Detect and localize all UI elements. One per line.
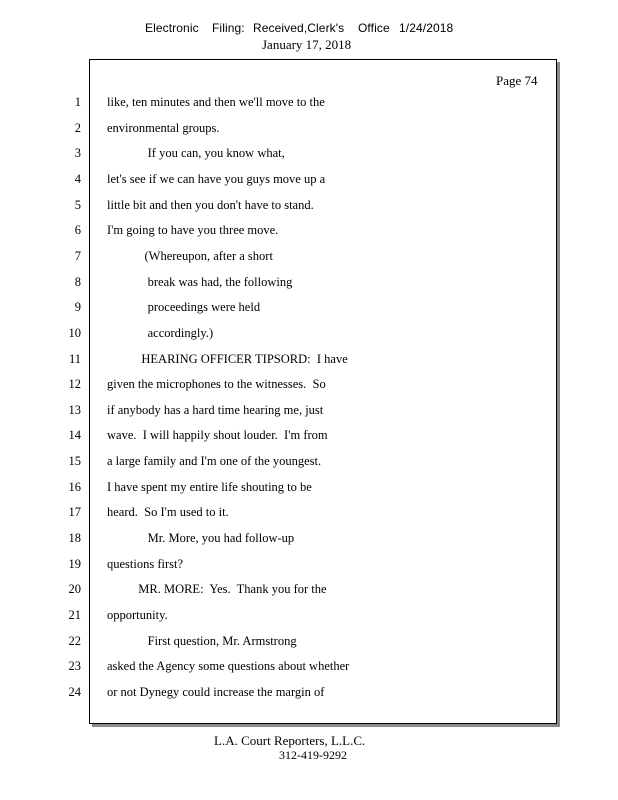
line-number: 5	[74, 198, 81, 212]
line-number: 12	[68, 377, 81, 391]
transcript-line-text: proceedings were held	[107, 300, 261, 314]
line-number: 13	[68, 403, 81, 417]
line-number: 9	[74, 300, 81, 314]
transcript-line-text: HEARING OFFICER TIPSORD: I have	[107, 352, 348, 366]
transcript-line-text: If you can, you know what,	[107, 146, 285, 160]
line-number: 15	[68, 454, 81, 468]
stamp-date: 1/24/2018	[399, 21, 454, 35]
stamp-office: Office	[358, 21, 390, 35]
transcript-line-text: wave. I will happily shout louder. I'm from	[107, 428, 328, 442]
court-reporter-name: L.A. Court Reporters, L.L.C.	[214, 733, 366, 748]
stamp-filing: Filing:	[212, 21, 245, 35]
line-number: 6	[74, 223, 81, 237]
line-number: 1	[74, 95, 81, 109]
filing-stamp	[145, 21, 453, 35]
line-number: 16	[68, 480, 81, 494]
line-number: 8	[74, 275, 81, 289]
line-number: 24	[68, 685, 81, 699]
transcript-line-text: little bit and then you don't have to stand.	[107, 198, 314, 212]
transcript-line-text: MR. MORE: Yes. Thank you for the	[107, 582, 327, 596]
transcript-line-text: or not Dynegy could increase the margin of	[107, 685, 325, 699]
line-number: 2	[74, 121, 81, 135]
transcript-line-text: given the microphones to the witnesses. So	[107, 377, 326, 391]
transcript-line-text: let's see if we can have you guys move up a	[107, 172, 326, 186]
stamp-received-clerks: Received,Clerk's	[253, 21, 345, 35]
transcript-line-text: if anybody has a hard time hearing me, just	[107, 403, 324, 417]
line-number: 18	[68, 531, 81, 545]
transcript-line-text: accordingly.)	[107, 326, 214, 340]
transcript-line-text: heard. So I'm used to it.	[107, 505, 229, 519]
hearing-date: January 17, 2018	[262, 37, 352, 52]
transcript-line-text: I have spent my entire life shouting to be	[107, 480, 312, 494]
transcript-line-text: like, ten minutes and then we'll move to the	[107, 95, 325, 109]
transcript-line-text: (Whereupon, after a short	[107, 249, 273, 263]
transcript-line-text: break was had, the following	[107, 275, 293, 289]
transcript-line-text: opportunity.	[107, 608, 168, 622]
transcript-line-text: questions first?	[107, 557, 184, 571]
transcript-line-text: a large family and I'm one of the youngest.	[107, 454, 322, 468]
line-number: 7	[74, 249, 81, 263]
stamp-electronic: Electronic	[145, 21, 199, 35]
transcript-line-text: environmental groups.	[107, 121, 220, 135]
line-number: 19	[68, 557, 81, 571]
transcript-line-text: asked the Agency some questions about whether	[107, 659, 350, 673]
line-number: 23	[68, 659, 81, 673]
court-reporter-phone: 312-419-9292	[279, 748, 347, 762]
transcript-line-text: I'm going to have you three move.	[107, 223, 279, 237]
line-number: 14	[68, 428, 81, 442]
line-number: 3	[74, 146, 81, 160]
transcript-line-text: Mr. More, you had follow-up	[107, 531, 295, 545]
transcript-line-text: First question, Mr. Armstrong	[107, 634, 297, 648]
line-number: 20	[68, 582, 81, 596]
line-number: 21	[68, 608, 81, 622]
line-number: 22	[68, 634, 81, 648]
page-number: Page 74	[496, 73, 538, 88]
line-number: 11	[68, 352, 81, 366]
line-number: 10	[68, 326, 81, 340]
line-number: 4	[74, 172, 81, 186]
line-number: 17	[68, 505, 81, 519]
